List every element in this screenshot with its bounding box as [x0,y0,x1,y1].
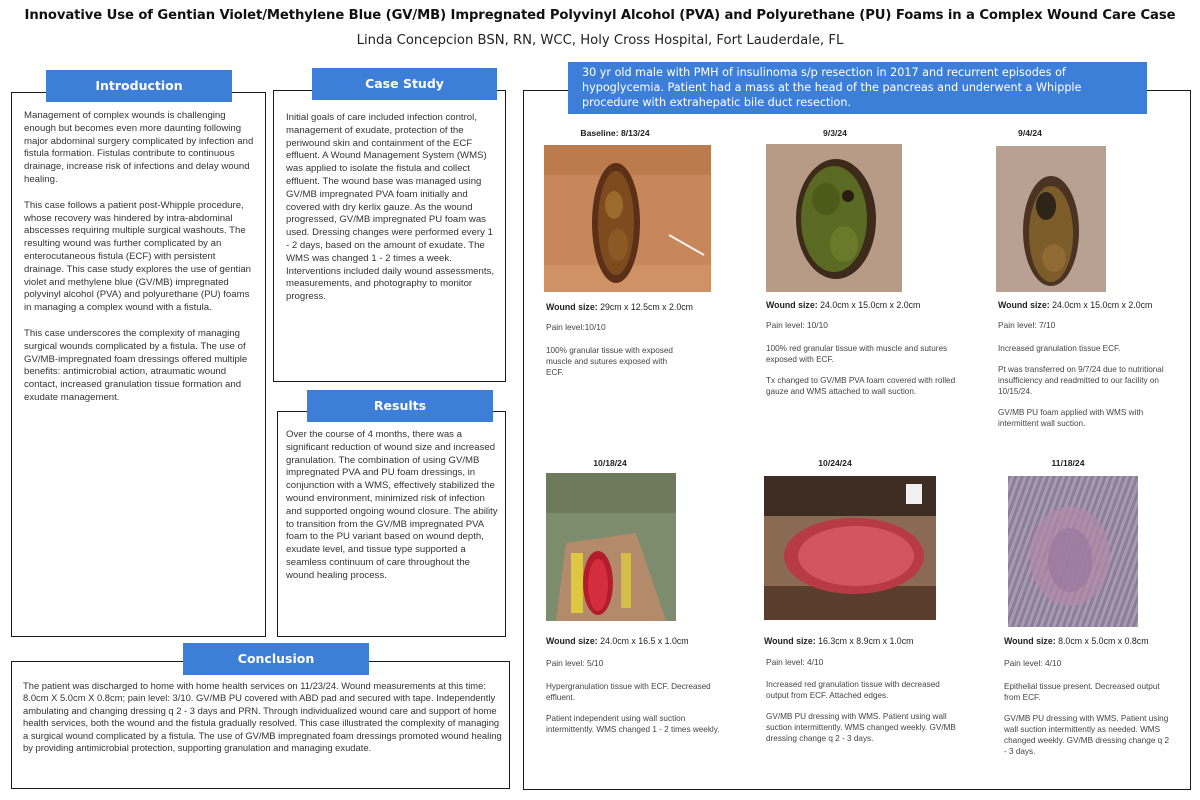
pain-level: Pain level:10/10 [546,322,606,332]
case-study-heading: Case Study [312,68,497,100]
wound-size [546,302,693,312]
introduction-paragraph: Management of complex wounds is challenging enough but becomes even more daunting following major abdominal surgery complicated by infection and fistula formation. Fistulas contribute to continuous drainage, increase risk of infections and delay wound healing. [24,110,254,185]
wound-note: Pt was transferred on 9/7/24 due to nutritional insufficiency and readmitted to our facility on 10/15/24. [998,365,1164,396]
wound-note: Hypergranulation tissue with ECF. Decreased effluent. [546,682,711,702]
wound-photo [1008,476,1138,627]
wound-notes [766,679,956,744]
timeline-date: 10/18/24 [593,458,627,468]
wound-size-value: 16.3cm x 8.9cm x 1.0cm [818,636,914,646]
introduction-paragraph: This case follows a patient post-Whipple procedure, whose recovery was hindered by intra-abdominal abscesses requiring multiple surgical washouts. The resulting wound was further complicated by an enterocutaneous fistula (ECF) with persistent drainage. This case study explores the use of gentian violet and methylene blue (GV/MB) impregnated polyvinyl alcohol (PVA) and polyurethane (PU) foams in managing a complex wound with a fistula. [24,199,252,314]
conclusion-heading: Conclusion [183,643,369,675]
timeline-date: Baseline: 8/13/24 [580,128,650,138]
case-study-text: Initial goals of care included infection control, management of exudate, protection of the periwound skin and containment of the ECF effluent. A Wound Management System (WMS) was applied to isolate the fistula and collect effluent. The wound base was managed using GV/MB impregnated PVA foam initially and covered with dry kerlix gauze. As the wound progressed, GV/MB impregnated PU foam was used. Dressing changes were performed every 1 - 2 days, based on the amount of exudate. The WMS was changed 1 - 2 times a week. Interventions included daily wound assessments, measurements, and photography to monitor progress. [286,112,494,303]
pain-level: Pain level: 4/10 [1004,658,1062,668]
wound-photo [544,145,711,292]
wound-notes [766,343,956,397]
wound-size-label: Wound size: [1004,636,1056,646]
wound-note: 100% granular tissue with exposed muscle and sutures exposed with ECF. [546,346,673,377]
wound-size-label: Wound size: [764,636,816,646]
wound-size [546,636,689,646]
wound-size [764,636,913,646]
introduction-paragraph: This case underscores the complexity of managing surgical wounds complicated by a fistula. The use of GV/MB-impregnated foam dressings offered multiple benefits: antimicrobial action, atraumatic wound contact, increased granulation tissue formation and exudate management. [24,327,248,403]
conclusion-text: The patient was discharged to home with home health services on 11/23/24. Wound measurements at this time: 8.0cm X 5.0cm X 0.8cm; pain level: 3/10. GV/MB PU covered with ABD pad and secured with tape. Independently ambulating and changing dressing q 2 - 3 days and PRN. Through individualized wound care and support of home health services, both the wound and the fistula gradually resolved. This case illustrated the complexity of managing a surgical wound complicated by a fistula. The use of GV/MB impregnated foam dressings promoted wound healing by providing antimicrobial protection, supporting granulation and managing exudate. [23,680,502,754]
wound-size-label: Wound size: [998,300,1050,310]
pain-level: Pain level: 7/10 [998,320,1056,330]
wound-note: GV/MB PU foam applied with WMS with intermittent wall suction. [998,408,1144,428]
wound-notes [546,681,726,735]
wound-note: GV/MB PU dressing with WMS. Patient using wall suction intermittently as needed. WMS changed weekly. GV/MB dressing change q 2 - 3 days. [1004,714,1170,756]
introduction-heading: Introduction [46,70,232,102]
results-text: Over the course of 4 months, there was a significant reduction of wound size and increased granulation. The combination of using GV/MB impregnated PVA and PU foam dressings, in conjunction with a WMS, effectively stabilized the wound environment, minimized risk of infection and supported ongoing wound closure. The ability to transition from the GV/MB impregnated PVA foam to the PU variant based on wound depth, exudate level, and tissue type supported a seamless continuum of care throughout the wound healing process. [286,429,498,581]
timeline-date: 9/3/24 [823,128,847,138]
patient-history-banner: 30 yr old male with PMH of insulinoma s/p resection in 2017 and recurrent episodes of hypoglycemia. Patient had a mass at the head of the pancreas and underwent a Whipple procedure with extrahepatic bile duct resection. [568,62,1147,114]
wound-notes [546,345,686,378]
wound-note: Patient independent using wall suction intermittently. WMS changed 1 - 2 times weekly. [546,714,720,734]
wound-size-label: Wound size: [546,636,598,646]
wound-size-value: 29cm x 12.5cm x 2.0cm [600,302,693,312]
introduction-text [24,110,258,405]
wound-note: Tx changed to GV/MB PVA foam covered with rolled gauze and WMS attached to wall suction. [766,376,956,396]
wound-size [998,300,1152,310]
wound-note: GV/MB PU dressing with WMS. Patient using wall suction intermittently. WMS changed weekly. GV/MB dressing change q 2 - 3 days. [766,712,956,743]
wound-photo [996,146,1106,292]
timeline-date: 10/24/24 [818,458,852,468]
wound-photo [764,476,936,620]
wound-size [766,300,920,310]
wound-note: Increased red granulation tissue with decreased output from ECF. Attached edges. [766,680,940,700]
wound-size-label: Wound size: [766,300,818,310]
wound-note: 100% red granular tissue with muscle and sutures exposed with ECF. [766,344,948,364]
timeline-date: 11/18/24 [1051,458,1085,468]
wound-size-value: 24.0cm x 15.0cm x 2.0cm [820,300,921,310]
poster-title: Innovative Use of Gentian Violet/Methylene Blue (GV/MB) Impregnated Polyvinyl Alcohol (PVA) and Polyurethane (PU) Foams in a Complex Wound Care Case [24,8,1176,23]
wound-note: Epithelial tissue present. Decreased output from ECF. [1004,682,1160,702]
wound-size-label: Wound size: [546,302,598,312]
pain-level: Pain level: 4/10 [766,657,824,667]
wound-size-value: 24.0cm x 15.0cm x 2.0cm [1052,300,1153,310]
results-heading: Results [307,390,493,422]
wound-note: Increased granulation tissue ECF. [998,344,1121,353]
wound-notes [1004,681,1174,757]
timeline-date: 9/4/24 [1018,128,1042,138]
wound-notes [998,343,1178,429]
wound-size [1004,636,1149,646]
pain-level: Pain level: 5/10 [546,658,604,668]
wound-size-value: 8.0cm x 5.0cm x 0.8cm [1058,636,1149,646]
wound-photo [546,473,676,621]
wound-photo [766,144,902,292]
pain-level: Pain level: 10/10 [766,320,828,330]
poster-author: Linda Concepcion BSN, RN, WCC, Holy Cross Hospital, Fort Lauderdale, FL [356,33,844,48]
wound-size-value: 24.0cm x 16.5 x 1.0cm [600,636,689,646]
